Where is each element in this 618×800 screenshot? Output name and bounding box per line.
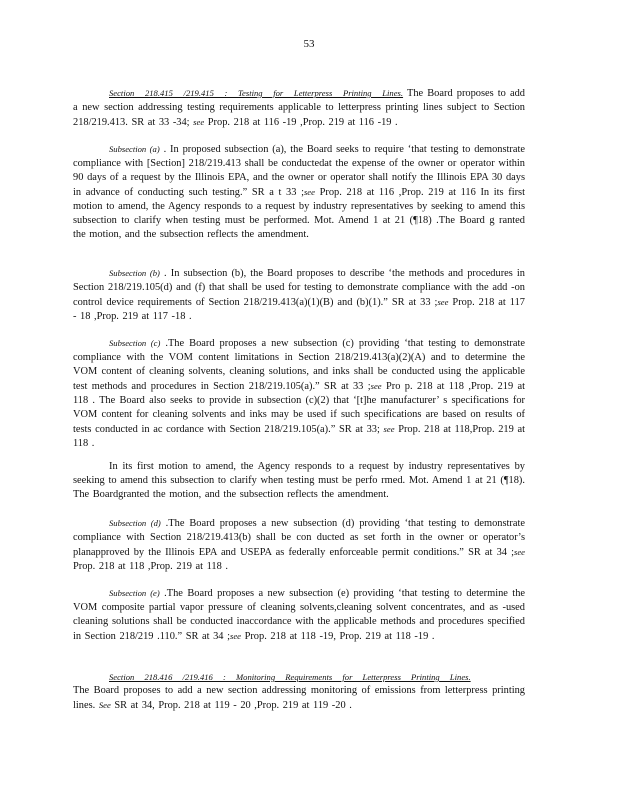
paragraph-text: The Board proposes to add a new section addressing monitoring of emissions from letterpress printing lines. (73, 685, 525, 711)
paragraph-text: Prop. 218 at 116 -19 ,Prop. 219 at 116 -19 . (204, 117, 398, 128)
paragraph-text: SR at 34, Prop. 218 at 119 - 20 ,Prop. 219 at 119 -20 . (110, 700, 352, 711)
page-number: 53 (303, 38, 315, 50)
paragraph-text: Prop. 218 at 118,Prop. 219 at 118 . (73, 424, 525, 449)
paragraph-text: Pro p. 218 at 118 ,Prop. 219 at 118 . The Board also seeks to provide in subsection (c)(2) that ‘[t]he manufacturer’ s specifications for VOM content for cleaning solvents and inks may be used if such specifications are based on results of tests conducted in ac cordance with Section 218/219.105(a).” SR at 33; (73, 381, 526, 435)
paragraph-text: Prop. 218 at 117 - 18 ,Prop. 219 at 117 -18 . (73, 297, 525, 322)
section-heading: Section 218.416 /219.416 : Monitoring Requirements for Letterpress Printing Lines. (109, 672, 471, 682)
paragraph-subsection-b (73, 266, 525, 324)
see-signal: see (370, 381, 382, 391)
see-signal: see (303, 187, 315, 197)
see-signal: see (383, 424, 395, 434)
subsection-heading: Subsection (a) (109, 144, 160, 154)
paragraph-text: The Board proposes to add a new section addressing testing requirements applicable to letterpress printing lines subject to Section 218/219.413. SR at 33 -34; (73, 88, 525, 128)
subsection-heading: Subsection (d) (109, 518, 161, 528)
paragraph-text: Prop. 218 at 118 ,Prop. 219 at 118 . (73, 561, 229, 572)
section-heading: Section 218.415 /219.415 : Testing for Letterpress Printing Lines. (109, 88, 404, 98)
paragraph-text: In its first motion to amend, the Agency responds to a request by industry representatives by seeking to amend this subsection to clarify when testing must be perfo rmed. Mot. Amend 1 at 21 (¶18). The Boardgranted the motion, and the subsection reflects the amendment. (73, 461, 525, 500)
paragraph-text: Prop. 218 at 118 -19, Prop. 219 at 118 -19 . (240, 631, 435, 642)
paragraph-subsection-e (73, 586, 525, 644)
paragraph-text: . In subsection (b), the Board proposes to describe ‘the methods and procedures in Section 218/219.105(d) and (f) that shall be used for testing to demonstrate compliance with the add -on control device requirements of Section 218/219.413(a)(1)(B) and (b)(1).” SR at 33 ; (73, 268, 525, 308)
paragraph-motion-to-amend (73, 460, 525, 502)
subsection-heading: Subsection (e) (109, 588, 160, 598)
paragraph-subsection-d (73, 516, 525, 574)
see-signal: See (98, 700, 111, 710)
paragraph-subsection-a (73, 142, 525, 242)
paragraph-text: .The Board proposes a new subsection (e) providing ‘that testing to determine the VOM composite partial vapor pressure of cleaning solvents,cleaning solvent concentrates, and as -used cleaning solutions shall be conducted inaccordance with the applicable methods and procedures specified in Section 218/219 .110.” SR at 34 ; (73, 588, 526, 642)
paragraph-text: .The Board proposes a new subsection (d) providing ‘that testing to demonstrate compliance with Section 218/219.413(b) shall be con ducted as set forth in the owner or operator’s planapproved by the Illinois EPA and USEPA as federally enforceable permit conditions.” SR at 34 ; (73, 518, 525, 558)
see-signal: see (193, 117, 205, 127)
paragraph-text: . In proposed subsection (a), the Board seeks to require ‘that testing to demonstrate compliance with [Section] 218/219.413 shall be conductedat the expense of the owner or operator within 90 days of a request by the Illinois EPA, and the owner or operator shall notify the Illinois EPA 30 days in advance of conducting such testing.” SR a t 33 ; (73, 144, 525, 198)
paragraph-subsection-c (73, 336, 525, 451)
paragraph-section-416 (73, 670, 525, 713)
paragraph-text: Prop. 218 at 116 ,Prop. 219 at 116 In its first motion to amend, the Agency responds to a request by industry representatives by seeking to amend this subsection to clarify when testing must be performed. Mot. Amend 1 at 21 (¶18) .The Board g ranted the motion, and the subsection reflects the amendment. (73, 187, 525, 240)
subsection-heading: Subsection (b) (109, 268, 160, 278)
subsection-heading: Subsection (c) (109, 338, 161, 348)
see-signal: see (437, 297, 449, 307)
paragraph-section-415 (73, 86, 525, 130)
paragraph-text: .The Board proposes a new subsection (c) providing ‘that testing to demonstrate compliance with the VOM content limitations in Section 218/219.413(a)(2)(A) and to determine the VOM content of cleaning solvents, cleaning solutions, and inks shall be conducted using the applicable test methods and procedures in Section 218/219.105(a).” SR at 33 ; (73, 338, 525, 392)
see-signal: see (514, 547, 525, 557)
see-signal: see (229, 631, 241, 641)
